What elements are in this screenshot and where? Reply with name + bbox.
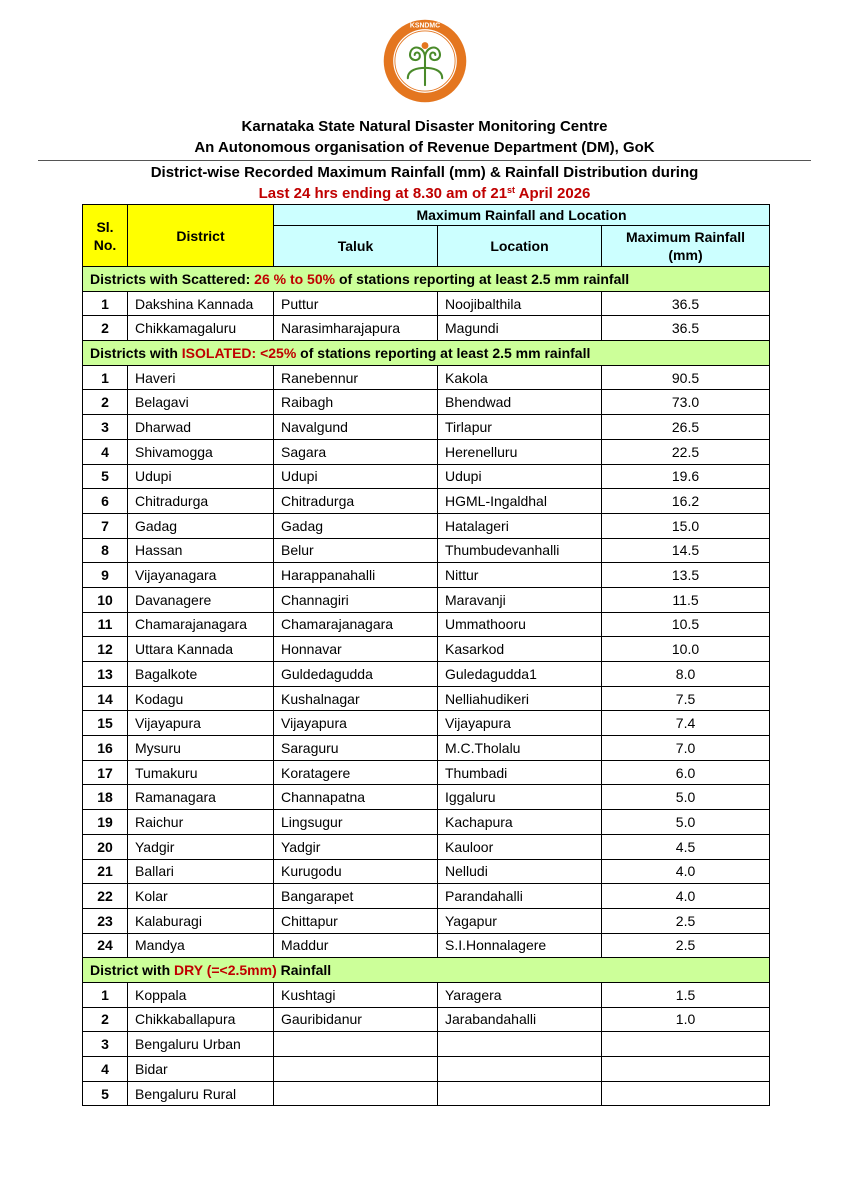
cell-district: Uttara Kannada [128,637,274,662]
table-row [83,1032,770,1057]
cell-sl-no: 4 [83,1057,128,1082]
cell-max-rainfall [602,1032,770,1057]
table-row [83,884,770,909]
header-district: District [128,205,274,267]
cell-max-rainfall: 36.5 [602,316,770,341]
cell-location: Tirlapur [438,415,602,440]
table-row [83,859,770,884]
table-row [83,513,770,538]
cell-district: Gadag [128,513,274,538]
cell-location: Nelludi [438,859,602,884]
group-label [83,267,770,292]
group-label-suffix: of stations reporting at least 2.5 mm rainfall [335,270,630,287]
cell-taluk: Puttur [274,291,438,316]
cell-sl-no: 5 [83,464,128,489]
cell-district: Davanagere [128,587,274,612]
report-subheading-suffix: April 2026 [515,185,591,202]
cell-district: Bidar [128,1057,274,1082]
cell-max-rainfall: 7.4 [602,711,770,736]
cell-taluk: Belur [274,538,438,563]
header-max-rainfall: Maximum Rainfall (mm) [602,226,770,267]
cell-location [438,1032,602,1057]
cell-district: Bengaluru Urban [128,1032,274,1057]
cell-sl-no: 24 [83,933,128,958]
cell-taluk: Chitradurga [274,489,438,514]
header-location: Location [438,226,602,267]
table-row [83,291,770,316]
cell-location: Herenelluru [438,439,602,464]
cell-max-rainfall: 26.5 [602,415,770,440]
cell-location: Kauloor [438,834,602,859]
cell-sl-no: 10 [83,587,128,612]
cell-max-rainfall: 22.5 [602,439,770,464]
cell-location: HGML-Ingaldhal [438,489,602,514]
cell-location: Yaragera [438,982,602,1007]
cell-max-rainfall: 4.0 [602,859,770,884]
report-subheading-prefix: Last 24 hrs ending at 8.30 am of 21 [258,185,508,202]
table-row [83,365,770,390]
cell-district: Bagalkote [128,662,274,687]
cell-district: Yadgir [128,834,274,859]
cell-location: Jarabandahalli [438,1007,602,1032]
cell-location: M.C.Tholalu [438,736,602,761]
table-row [83,587,770,612]
group-header-row [83,958,770,983]
cell-max-rainfall: 73.0 [602,390,770,415]
cell-taluk: Channagiri [274,587,438,612]
cell-location: Yagapur [438,908,602,933]
cell-taluk: Channapatna [274,785,438,810]
cell-district: Ballari [128,859,274,884]
cell-location: Maravanji [438,587,602,612]
cell-location: Thumbudevanhalli [438,538,602,563]
cell-sl-no: 1 [83,365,128,390]
cell-taluk: Kushalnagar [274,686,438,711]
cell-district: Hassan [128,538,274,563]
cell-location: Kakola [438,365,602,390]
cell-max-rainfall: 8.0 [602,662,770,687]
cell-district: Chikkaballapura [128,1007,274,1032]
cell-taluk: Kurugodu [274,859,438,884]
cell-sl-no: 15 [83,711,128,736]
cell-sl-no: 23 [83,908,128,933]
table-row [83,982,770,1007]
group-label-highlight: 26 % to 50% [254,270,336,287]
cell-max-rainfall: 16.2 [602,489,770,514]
cell-sl-no: 18 [83,785,128,810]
table-row [83,538,770,563]
cell-sl-no: 13 [83,662,128,687]
cell-district: Koppala [128,982,274,1007]
cell-taluk: Saraguru [274,736,438,761]
table-body [83,267,770,1106]
cell-sl-no: 9 [83,563,128,588]
cell-taluk: Sagara [274,439,438,464]
cell-max-rainfall: 14.5 [602,538,770,563]
cell-sl-no: 11 [83,612,128,637]
cell-sl-no: 6 [83,489,128,514]
cell-max-rainfall: 36.5 [602,291,770,316]
cell-sl-no: 3 [83,1032,128,1057]
cell-sl-no: 7 [83,513,128,538]
report-subheading-sup: st [507,185,516,195]
cell-max-rainfall: 10.0 [602,637,770,662]
cell-sl-no: 14 [83,686,128,711]
table-row [83,686,770,711]
cell-max-rainfall [602,1057,770,1082]
cell-taluk [274,1057,438,1082]
cell-taluk: Yadgir [274,834,438,859]
table-row [83,1057,770,1082]
cell-taluk: Navalgund [274,415,438,440]
cell-sl-no: 5 [83,1081,128,1106]
cell-max-rainfall: 2.5 [602,908,770,933]
report-heading: District-wise Recorded Maximum Rainfall (mm) & Rainfall Distribution during [150,164,699,181]
table-row [83,933,770,958]
group-label-suffix: of stations reporting at least 2.5 mm rainfall [296,344,591,361]
cell-location: Nelliahudikeri [438,686,602,711]
cell-location: S.I.Honnalagere [438,933,602,958]
cell-taluk [274,1081,438,1106]
table-row [83,316,770,341]
cell-location: Ummathooru [438,612,602,637]
cell-taluk: Maddur [274,933,438,958]
table-row [83,810,770,835]
cell-max-rainfall: 7.0 [602,736,770,761]
org-title-line1: Karnataka State Natural Disaster Monitoring Centre [241,118,608,135]
cell-location: Kasarkod [438,637,602,662]
cell-taluk: Guldedagudda [274,662,438,687]
cell-max-rainfall: 13.5 [602,563,770,588]
table-row [83,390,770,415]
cell-sl-no: 2 [83,1007,128,1032]
cell-district: Shivamogga [128,439,274,464]
cell-taluk: Raibagh [274,390,438,415]
cell-max-rainfall: 1.5 [602,982,770,1007]
cell-district: Dharwad [128,415,274,440]
table-row [83,711,770,736]
cell-sl-no: 22 [83,884,128,909]
cell-max-rainfall: 4.0 [602,884,770,909]
cell-max-rainfall: 10.5 [602,612,770,637]
group-header-row [83,341,770,366]
table-row [83,785,770,810]
cell-district: Tumakuru [128,760,274,785]
ksndmc-logo [382,18,468,104]
cell-taluk: Lingsugur [274,810,438,835]
table-row [83,439,770,464]
cell-district: Dakshina Kannada [128,291,274,316]
cell-max-rainfall: 15.0 [602,513,770,538]
group-label-prefix: District with [90,962,175,979]
table-row [83,834,770,859]
cell-max-rainfall: 2.5 [602,933,770,958]
group-label-prefix: Districts with [90,344,182,361]
cell-district: Chitradurga [128,489,274,514]
cell-district: Kodagu [128,686,274,711]
cell-sl-no: 2 [83,390,128,415]
header-divider [38,160,811,161]
cell-taluk: Gadag [274,513,438,538]
table-row [83,908,770,933]
cell-taluk: Koratagere [274,760,438,785]
group-label-suffix: Rainfall [276,962,332,979]
cell-taluk [274,1032,438,1057]
table-row [83,415,770,440]
cell-sl-no: 1 [83,982,128,1007]
cell-max-rainfall: 90.5 [602,365,770,390]
table-row [83,736,770,761]
cell-sl-no: 21 [83,859,128,884]
cell-district: Chamarajanagara [128,612,274,637]
cell-location: Udupi [438,464,602,489]
cell-location: Parandahalli [438,884,602,909]
cell-location: Hatalageri [438,513,602,538]
table-row [83,489,770,514]
cell-taluk: Honnavar [274,637,438,662]
cell-district: Mysuru [128,736,274,761]
cell-district: Raichur [128,810,274,835]
cell-taluk: Chamarajanagara [274,612,438,637]
cell-sl-no: 4 [83,439,128,464]
cell-location: Guledagudda1 [438,662,602,687]
cell-location [438,1081,602,1106]
report-subheading [0,184,849,204]
cell-sl-no: 8 [83,538,128,563]
cell-location: Kachapura [438,810,602,835]
cell-location: Magundi [438,316,602,341]
cell-location: Thumbadi [438,760,602,785]
cell-taluk: Kushtagi [274,982,438,1007]
rainfall-table [82,204,770,1106]
cell-taluk: Bangarapet [274,884,438,909]
cell-district: Kolar [128,884,274,909]
cell-location: Nittur [438,563,602,588]
cell-max-rainfall: 6.0 [602,760,770,785]
cell-max-rainfall: 11.5 [602,587,770,612]
table-row [83,662,770,687]
cell-sl-no: 1 [83,291,128,316]
cell-taluk: Chittapur [274,908,438,933]
cell-district: Bengaluru Rural [128,1081,274,1106]
org-title-line2: An Autonomous organisation of Revenue Department (DM), GoK [194,139,655,156]
cell-sl-no: 17 [83,760,128,785]
cell-location: Noojibalthila [438,291,602,316]
cell-district: Vijayanagara [128,563,274,588]
cell-taluk: Vijayapura [274,711,438,736]
cell-taluk: Harappanahalli [274,563,438,588]
cell-district: Ramanagara [128,785,274,810]
cell-location: Iggaluru [438,785,602,810]
cell-taluk: Ranebennur [274,365,438,390]
group-label [83,958,770,983]
group-header-row [83,267,770,292]
group-label-prefix: Districts with Scattered: [90,270,255,287]
cell-district: Kalaburagi [128,908,274,933]
logo-text: KSNDMC [409,22,441,30]
cell-sl-no: 19 [83,810,128,835]
cell-district: Belagavi [128,390,274,415]
group-label [83,341,770,366]
cell-district: Chikkamagaluru [128,316,274,341]
cell-sl-no: 2 [83,316,128,341]
table-row [83,1007,770,1032]
cell-district: Haveri [128,365,274,390]
table-row [83,760,770,785]
cell-max-rainfall: 19.6 [602,464,770,489]
header-group: Maximum Rainfall and Location [274,205,770,226]
table-row [83,1081,770,1106]
cell-district: Udupi [128,464,274,489]
table-row [83,612,770,637]
cell-taluk: Narasimharajapura [274,316,438,341]
cell-max-rainfall: 1.0 [602,1007,770,1032]
group-label-highlight: ISOLATED: <25% [181,344,297,361]
cell-taluk: Udupi [274,464,438,489]
cell-location: Vijayapura [438,711,602,736]
cell-taluk: Gauribidanur [274,1007,438,1032]
group-label-highlight: DRY (=<2.5mm) [174,962,277,979]
cell-sl-no: 3 [83,415,128,440]
cell-sl-no: 12 [83,637,128,662]
cell-max-rainfall: 4.5 [602,834,770,859]
table-row [83,563,770,588]
cell-district: Mandya [128,933,274,958]
header-sl-no: Sl. No. [83,205,128,267]
header-taluk: Taluk [274,226,438,267]
table-row [83,637,770,662]
cell-max-rainfall: 5.0 [602,785,770,810]
cell-sl-no: 16 [83,736,128,761]
cell-location: Bhendwad [438,390,602,415]
cell-max-rainfall [602,1081,770,1106]
cell-max-rainfall: 5.0 [602,810,770,835]
cell-district: Vijayapura [128,711,274,736]
cell-sl-no: 20 [83,834,128,859]
cell-max-rainfall: 7.5 [602,686,770,711]
table-row [83,464,770,489]
cell-location [438,1057,602,1082]
